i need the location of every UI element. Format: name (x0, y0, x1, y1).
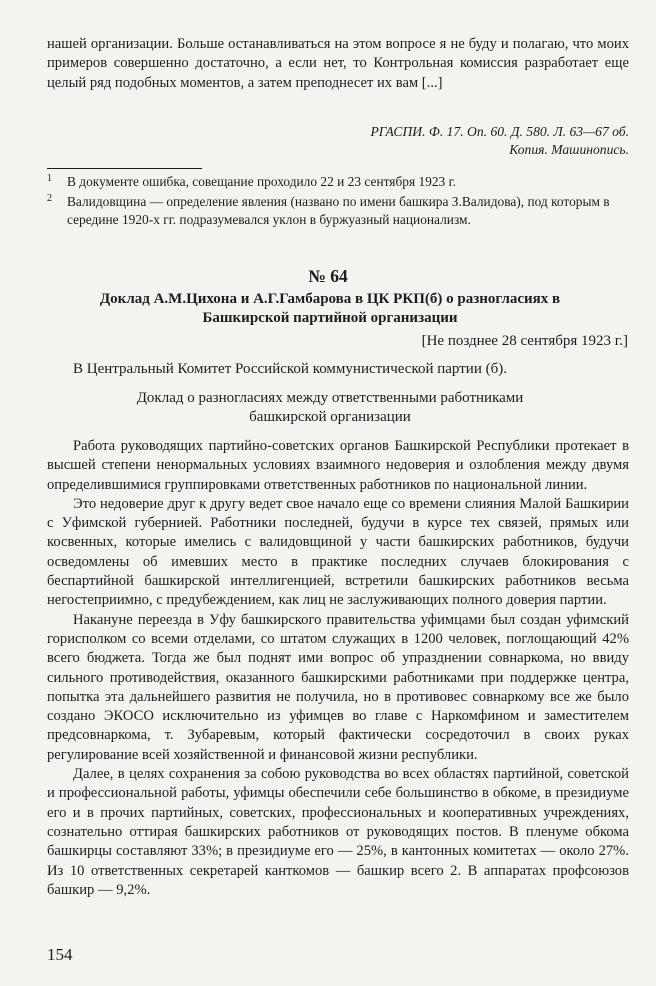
document-number: № 64 (308, 266, 348, 286)
report-title: Доклад о разногласиях между ответственными работниками башкирской организации (136, 390, 524, 425)
intro-text: нашей организации. Больше останавливаться на этом вопросе я не буду и полагаю, что моих примеров совершенно достаточно, а если нет, то Контрольная комиссия разработает еще целый ряд подобных моментов, а затем преподнесет их вам [...] (47, 36, 629, 91)
report-body (47, 437, 629, 900)
document-title: Доклад А.М.Цихона и А.Г.Гамбарова в ЦК РКП(б) о разногласиях в Башкирской партийной организации (99, 291, 561, 326)
footnote-mark: 2 (47, 193, 52, 205)
paragraph: Работа руководящих партийно-советских органов Башкирской Республики протекает в высшей степени ненормальных условиях взаимного недоверия и озлобления между двумя определившимися группировками ответственных работников по национальной линии. (47, 438, 629, 493)
footnote-mark: 1 (47, 173, 52, 184)
footnote-text: В документе ошибка, совещание проходило 22 и 23 сентября 1923 г. (67, 174, 456, 189)
paragraph: Далее, в целях сохранения за собою руководства во всех областях партийной, советской и профессиональной работы, уфимцы обеспечили себе большинство в обкоме, в президиуме его и в прочих партийных, советских, профессиональных и кооперативных учреждениях, сознательно оттирая башкирских работников от руководящих постов. В пленуме обкома башкирцы составляют 33%; в президиуме его — 25%, в кантонных комитетах — около 27%. Из 10 ответственных секретарей канткомов — башкир всего 2. В аппаратах профсоюзов башкир — 9,2%. (47, 766, 629, 898)
footnote-1 (47, 173, 629, 190)
intro-paragraph (47, 35, 629, 93)
footnote-divider (47, 168, 202, 169)
addressee: В Центральный Комитет Российской коммунистической партии (б). (73, 361, 507, 377)
archive-reference: РГАСПИ. Ф. 17. Оп. 60. Д. 580. Л. 63—67 об. (370, 124, 629, 139)
paragraph: Это недоверие друг к другу ведет свое начало еще со времени слияния Малой Башкирии с Уфимской губернией. Работники последней, будучи в курсе тех связей, прямых или косвенных, которые имелись с валидовщиной у части башкирских работников, будучи осведомлены об имевших место в практике последних случаев блокирования с беспартийной башкирской интеллигенцией, встретили башкирских работников весьма негостеприимно, с предубеждением, как лиц не заслуживающих полного доверия партии. (47, 495, 629, 609)
footnotes (47, 173, 629, 231)
footnote-2 (47, 193, 629, 228)
page-number: 154 (47, 945, 73, 964)
footnote-text: Валидовщина — определение явления (названо по имени башкира З.Валидова), под которым в середине 1920-х гг. подразумевался уклон в буржуазный национализм. (67, 194, 610, 227)
document-date: [Не позднее 28 сентября 1923 г.] (421, 333, 628, 349)
copy-note: Копия. Машинопись. (509, 142, 629, 157)
paragraph: Накануне переезда в Уфу башкирского правительства уфимцами был создан уфимский горисполком со всеми отделами, со штатом служащих в 1200 человек, поглощающий 42% всего бюджета. Тогда же был поднят ими вопрос об упразднении совнаркома, но ввиду сильного противодействия, оказанного башкирскими работниками при поддержке центра, попытка эта дальнейшего развития не получила, но в противовес совнаркому все же было создано ЭКОСО исключительно из уфимцев во главе с Наркомфином и заместителем предсовнаркома, т. Зубаревым, который фактически сосредоточил в своих руках регулирование всей хозяйственной и финансовой жизни республики. (47, 611, 629, 763)
archive-source (300, 123, 629, 159)
